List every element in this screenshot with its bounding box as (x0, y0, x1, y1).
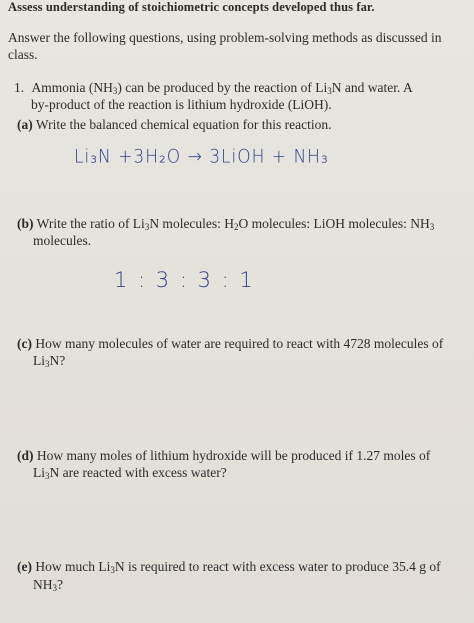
part-d-prompt-line-1: (d) How many moles of lithium hydroxide will be produced if 1.27 moles of (17, 448, 431, 463)
part-a-prompt: (a) Write the balanced chemical equation for this reaction. (17, 117, 332, 132)
part-e-prompt-line-1: (e) How much $Li_3N$ is required to react with excess water to produce 35.4 g of (17, 559, 441, 575)
part-c-prompt-line-1: (c) How many molecules of water are required to react with 4728 molecules of (17, 336, 444, 351)
part-e-prompt-line-2: $NH_3$? (33, 577, 63, 593)
intro-text-line-2: class. (8, 47, 38, 62)
part-a-handwritten-answer: Li₃N +3H₂O → 3LiOH + NH₃ (74, 146, 329, 168)
part-e-label: (e) (17, 559, 32, 574)
part-c-label: (c) (17, 336, 32, 351)
question-1-line-1: 1. Ammonia $(NH_3)$ can be produced by the reaction of $Li_3N$ and water. A (14, 80, 413, 96)
question-number: 1. (14, 80, 25, 95)
part-b-prompt-line-1: (b) Write the ratio of $Li_3N$ molecules: $H_2O$ molecules: LiOH molecules: $NH_3$ (17, 216, 435, 232)
part-b-label: (b) (17, 216, 34, 231)
part-d-label: (d) (17, 448, 34, 463)
part-a-label: (a) (17, 117, 33, 132)
part-d-prompt-line-2: $Li_3N$ are reacted with excess water? (33, 465, 227, 481)
part-c-prompt-line-2: $Li_3N$? (33, 353, 66, 369)
part-b-handwritten-answer: 1 : 3 : 3 : 1 (114, 268, 255, 292)
intro-text-line-1: Answer the following questions, using problem-solving methods as discussed in (8, 30, 442, 45)
worksheet-header: Assess understanding of stoichiometric concepts developed thus far. (8, 0, 375, 14)
part-b-prompt-line-2: molecules. (33, 233, 92, 248)
question-1-line-2: by-product of the reaction is lithium hydroxide (LiOH). (31, 97, 332, 112)
